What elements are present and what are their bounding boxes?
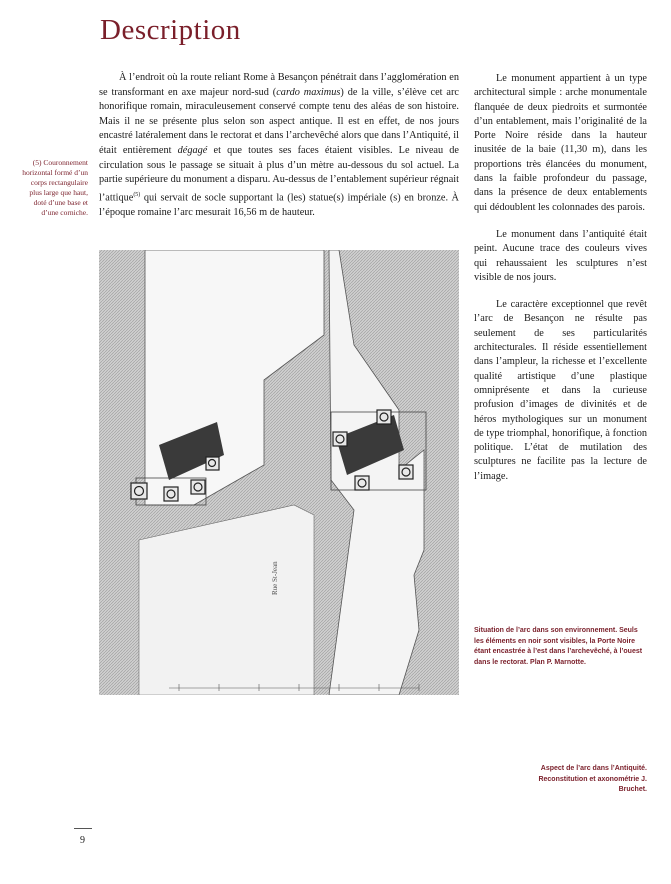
footnote-side-note: (5) Couronnement horizontal formé d’un corps rectangulaire plus large que haut, doté d’une base et d’une corniche. (22, 158, 88, 217)
text-run: et que toutes ses faces étaient visibles. Le niveau de circulation sous le passage se situait à plus d’un mètre au-dessous du sol actuel. La partie supérieure du monument a disparu. Au-dessus de l’entablement supérieur régnait l’attique (99, 144, 459, 204)
street-label: Rue St-Jean (271, 561, 279, 595)
page-number: 9 (80, 835, 85, 846)
text-run: ) de la ville, s’élève cet arc honorifique romain, miraculeusement conservé compte tenu des aléas de son histoire. Mais il ne se présente plus selon son aspect antique. Il est en effet, de nos jours encastré latéralement dans le rectorat et dans l’archevêché alors que dans l’Antiquité, il était entièrement (99, 86, 459, 156)
right-text-column (474, 72, 647, 497)
text-run: qui servait de socle supportant la (les) statue(s) impériale (s) en bronze. À l’époque romaine l’arc mesurait 16,56 m de hauteur. (99, 192, 459, 218)
site-plan-image (99, 250, 459, 695)
main-text-column (99, 71, 459, 220)
emphasis-degage: dégagé (177, 144, 208, 156)
text-run: À l’endroit où la route reliant Rome à Besançon pénétrait dans l’agglomération en se transformant en axe majeur nord-sud ( (99, 72, 459, 98)
footnote-ref: (5) (133, 191, 141, 198)
paragraph-architecture: Le monument appartient à un type architectural simple : arche monumentale flanquée de deux piedroits et surmontée d’un entablement, mais l’originalité de la Porte Noire réside dans la hauteur inusitée de la baie (11,30 m), dans les proportions très élancées du monument, dans la faible profondeur du passage, dans la présence de deux entablements qui dédoublent les colonnades des parois. (474, 73, 647, 213)
emphasis-cardo: cardo maximus (276, 86, 341, 98)
paragraph-exceptional: Le caractère exceptionnel que revêt l’arc de Besançon ne résulte pas seulement de ses particularités architecturales. Il réside essentiellement dans l’ampleur, la richesse et l’excellente qualité artistique d’une plastique omniprésente et dans la curieuse profusion d’images de divinités et de héros mythologiques sur un monument de type triomphal, honorifique, à fonction politique. L’état de mutilation des sculptures ne facilite pas la lecture de l’image. (474, 299, 647, 482)
reconstruction-caption: Aspect de l’arc dans l’Antiquité. Reconstitution et axonométrie J. Bruchet. (538, 765, 647, 793)
paragraph-painted: Le monument dans l’antiquité était peint. Aucune trace des couleurs vives qui rehaussaient les sculptures n’est visible de nos jours. (474, 228, 647, 283)
page-title: Description (100, 14, 241, 46)
plan-caption: Situation de l’arc dans son environnement. Seuls les éléments en noir sont visibles, la Porte Noire étant encastrée à l’est dans l’archevêché, à l’ouest dans le rectorat. Plan P. Marnotte. (474, 627, 643, 666)
intro-paragraph (99, 71, 459, 220)
page-number-rule (74, 828, 92, 829)
